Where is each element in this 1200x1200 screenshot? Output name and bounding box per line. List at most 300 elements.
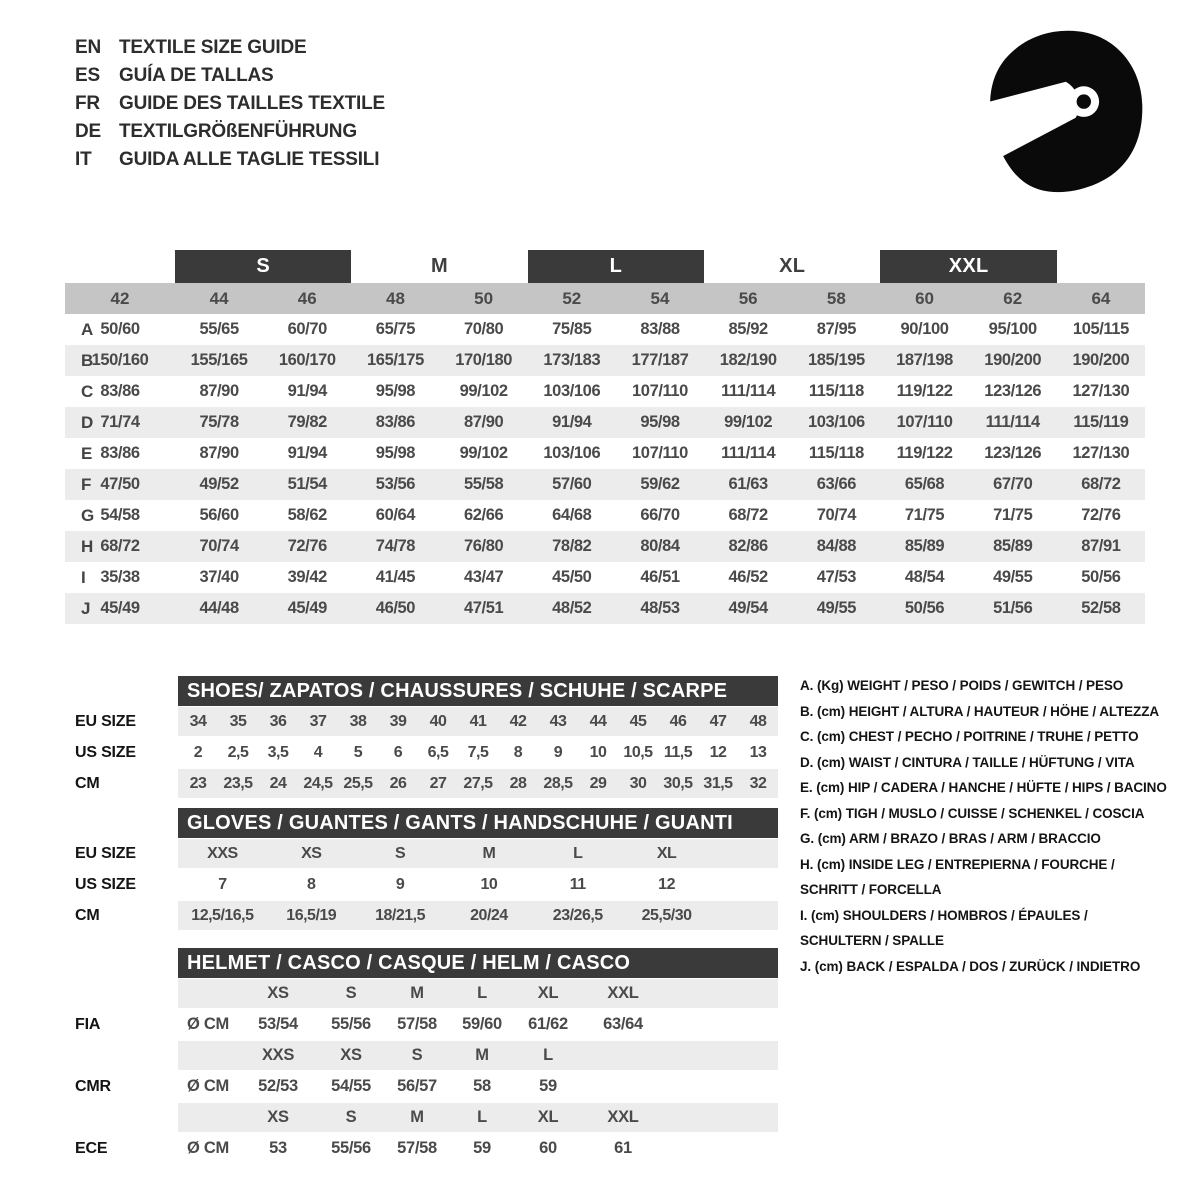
size-header: S: [345, 1108, 357, 1126]
table-cell: 27,5: [463, 774, 493, 792]
table-cell: 43: [549, 712, 567, 730]
table-cell: 56/60: [199, 506, 239, 524]
row-label: D: [81, 412, 94, 432]
table-cell: 91/94: [287, 444, 327, 462]
table-cell: 75/85: [552, 320, 592, 338]
table-cell: 75/78: [199, 413, 239, 431]
table-cell: 58: [473, 1077, 491, 1095]
table-cell: 61/63: [728, 475, 768, 493]
table-cell: 83/86: [100, 382, 140, 400]
table-cell: 39/42: [287, 568, 327, 586]
helmet-size-header-row: [65, 1102, 780, 1133]
row-label: FIA: [75, 1015, 101, 1033]
size-group-xxl: XXL: [880, 250, 1056, 283]
size-header: XS: [267, 1108, 289, 1126]
table-row: [65, 531, 1145, 562]
table-cell: 65/68: [904, 475, 945, 493]
table-cell: 47/50: [100, 475, 140, 493]
table-cell: 119/122: [896, 444, 953, 462]
row-cells: [178, 978, 664, 1009]
table-cell: 48/52: [552, 599, 592, 617]
table-cell: 55/56: [331, 1139, 371, 1157]
table-cell: 59/62: [640, 475, 680, 493]
table-cell: 50/56: [904, 599, 945, 617]
row-label: US SIZE: [75, 875, 136, 893]
table-cell: 6,5: [427, 743, 449, 761]
table-cell: 70/80: [463, 320, 504, 338]
table-cell: 48: [749, 712, 767, 730]
language-code: FR: [75, 93, 100, 114]
table-cell: 74/78: [375, 537, 416, 555]
table-cell: 85/92: [728, 320, 768, 338]
table-cell: 54/55: [331, 1077, 371, 1095]
table-cell: 48/54: [904, 568, 945, 586]
table-cell: 56/57: [397, 1077, 437, 1095]
language-title: TEXTILGRÖßENFÜHRUNG: [119, 121, 357, 142]
table-cell: 53/54: [258, 1015, 298, 1033]
table-cell: 115/118: [808, 382, 864, 400]
table-cell: 9: [395, 875, 405, 893]
table-cell: 18/21,5: [375, 906, 426, 924]
table-cell: 182/190: [719, 351, 777, 369]
table-row: [65, 469, 1145, 500]
table-cell: 60/70: [287, 320, 327, 338]
table-cell: 46/52: [728, 568, 768, 586]
language-list: [75, 34, 385, 174]
table-cell: 55/58: [463, 475, 504, 493]
table-cell: 103/106: [543, 444, 601, 462]
table-cell: 42: [509, 712, 527, 730]
size-group-s: S: [175, 250, 351, 283]
table-cell: 8: [513, 743, 523, 761]
row-label: I: [81, 567, 86, 587]
table-cell: 2: [193, 743, 203, 761]
legend-item: D. (cm) WAIST / CINTURA / TAILLE / HÜFTUNG / VITA: [800, 754, 1135, 770]
table-cell: XXS: [207, 844, 238, 862]
row-label: EU SIZE: [75, 844, 136, 862]
size-header: XL: [537, 1108, 559, 1126]
size-group-xl: XL: [779, 255, 806, 277]
table-row: [65, 900, 780, 931]
table-cell: XS: [301, 844, 322, 862]
table-cell: 111/114: [721, 444, 776, 462]
row-label: G: [81, 505, 95, 525]
table-cell: 99/102: [459, 444, 508, 462]
row-label: A: [81, 319, 94, 339]
table-cell: 47: [709, 712, 727, 730]
table-cell: 85/89: [993, 537, 1033, 555]
table-cell: 53: [269, 1139, 287, 1157]
row-cells: [178, 838, 711, 869]
table-cell: 107/110: [896, 413, 953, 431]
size-header: M: [475, 1046, 489, 1064]
table-cell: 23/26,5: [552, 906, 603, 924]
table-cell: 70/74: [816, 506, 856, 524]
table-cell: 27: [429, 774, 447, 792]
legend-item: G. (cm) ARM / BRAZO / BRAS / ARM / BRACCIO: [800, 831, 1101, 846]
table-cell: 91/94: [552, 413, 592, 431]
row-cells: [178, 1071, 664, 1102]
language-row: [75, 34, 385, 62]
shoes-table: [65, 676, 780, 799]
table-cell: 46/51: [640, 568, 680, 586]
table-cell: 66/70: [640, 506, 680, 524]
table-cell: 59: [539, 1077, 557, 1095]
table-cell: 30: [629, 774, 647, 792]
table-cell: 13: [749, 743, 767, 761]
table-cell: 29: [589, 774, 607, 792]
column-header: 56: [738, 288, 758, 308]
legend-item: I. (cm) SHOULDERS / HOMBROS / ÉPAULES / SCHULTERN / SPALLE: [800, 907, 1088, 948]
size-band-row: [65, 283, 1145, 314]
table-cell: 36: [269, 712, 287, 730]
table-cell: 49/55: [993, 568, 1033, 586]
table-cell: 45/49: [287, 599, 327, 617]
language-code: EN: [75, 37, 101, 58]
table-row: [65, 706, 780, 737]
row-label: E: [81, 443, 93, 463]
shoes-table-body: [65, 706, 780, 799]
table-cell: 63/64: [603, 1015, 643, 1033]
table-cell: 99/102: [724, 413, 773, 431]
table-cell: 11,5: [663, 743, 693, 761]
table-cell: 107/110: [632, 444, 688, 462]
table-cell: 190/200: [1072, 351, 1130, 369]
table-cell: 8: [307, 875, 316, 893]
table-cell: 34: [189, 712, 207, 730]
table-cell: 115/119: [1073, 413, 1129, 431]
size-header: XL: [537, 984, 559, 1002]
table-cell: 99/102: [459, 382, 508, 400]
table-cell: 103/106: [807, 413, 865, 431]
table-cell: 41: [469, 712, 487, 730]
table-cell: 160/170: [278, 351, 336, 369]
row-label: ECE: [75, 1139, 108, 1157]
table-cell: 28: [509, 774, 527, 792]
table-cell: 187/198: [896, 351, 953, 369]
legend-item: E. (cm) HIP / CADERA / HANCHE / HÜFTE / HIPS / BACINO: [800, 780, 1167, 795]
table-cell: 70/74: [199, 537, 239, 555]
table-cell: 47/53: [816, 568, 856, 586]
language-title: GUIDA ALLE TAGLIE TESSILI: [119, 149, 380, 170]
language-title: TEXTILE SIZE GUIDE: [119, 37, 307, 58]
table-row: [65, 376, 1145, 407]
table-cell: 40: [429, 712, 447, 730]
table-cell: 11: [569, 875, 586, 893]
gloves-table-title: GLOVES / GUANTES / GANTS / HANDSCHUHE / GUANTI: [178, 808, 778, 838]
column-header: 54: [650, 288, 670, 308]
helmet-size-header-row: [65, 1040, 780, 1071]
size-header: L: [543, 1046, 553, 1064]
table-cell: 45: [629, 712, 647, 730]
size-header: XXL: [607, 1108, 639, 1126]
table-cell: 55/56: [331, 1015, 371, 1033]
table-cell: 84/88: [816, 537, 856, 555]
column-header: 50: [474, 288, 494, 308]
table-cell: 6: [393, 743, 403, 761]
table-cell: 82/86: [728, 537, 768, 555]
table-cell: 63/66: [816, 475, 856, 493]
table-cell: 23: [189, 774, 207, 792]
table-cell: 127/130: [1072, 444, 1130, 462]
table-cell: 87/90: [199, 444, 239, 462]
table-cell: 119/122: [896, 382, 953, 400]
table-cell: 57/58: [397, 1015, 437, 1033]
table-cell: 170/180: [455, 351, 513, 369]
helmet-value-row: [65, 1071, 780, 1102]
table-cell: 20/24: [470, 906, 508, 924]
table-cell: 31,5: [703, 774, 733, 792]
table-cell: 39: [389, 712, 407, 730]
table-cell: 49/54: [728, 599, 768, 617]
table-cell: 45/50: [552, 568, 592, 586]
size-header: M: [410, 1108, 424, 1126]
table-cell: 95/98: [375, 382, 416, 400]
table-row: [65, 562, 1145, 593]
language-title: GUIDE DES TAILLES TEXTILE: [119, 93, 385, 114]
table-cell: 26: [389, 774, 407, 792]
table-cell: 24: [269, 774, 287, 792]
legend-item: A. (Kg) WEIGHT / PESO / POIDS / GEWITCH / PESO: [800, 678, 1124, 693]
table-cell: 32: [749, 774, 767, 792]
table-cell: 57/58: [397, 1139, 437, 1157]
table-cell: 12: [709, 743, 727, 761]
shoes-table-title: SHOES/ ZAPATOS / CHAUSSURES / SCHUHE / SCARPE: [178, 676, 778, 706]
table-cell: 61: [614, 1139, 632, 1157]
table-cell: 177/187: [631, 351, 689, 369]
table-cell: 46/50: [375, 599, 416, 617]
table-cell: 60/64: [375, 506, 416, 524]
table-cell: 50/60: [100, 320, 140, 338]
table-cell: 64/68: [552, 506, 592, 524]
table-cell: 123/126: [984, 444, 1042, 462]
table-row: [65, 768, 780, 799]
row-label: CMR: [75, 1077, 111, 1095]
measurement-legend: [800, 673, 1168, 979]
row-label: F: [81, 474, 92, 494]
table-cell: 3,5: [267, 743, 289, 761]
language-code: DE: [75, 121, 101, 142]
helmet-size-header-row: [65, 978, 780, 1009]
table-cell: 57/60: [552, 475, 592, 493]
table-cell: 71/75: [993, 506, 1033, 524]
size-group-row: [65, 250, 1145, 283]
column-header: 42: [110, 288, 130, 308]
table-cell: 50/56: [1081, 568, 1121, 586]
size-header: S: [411, 1046, 423, 1064]
table-cell: 41/45: [375, 568, 416, 586]
table-cell: 12: [658, 875, 675, 893]
table-cell: 190/200: [984, 351, 1042, 369]
size-header: M: [410, 984, 424, 1002]
table-cell: 51/56: [993, 599, 1033, 617]
table-cell: 68/72: [1081, 475, 1121, 493]
table-cell: 30,5: [663, 774, 693, 792]
group-spacer: [65, 250, 175, 283]
table-cell: 111/114: [985, 413, 1040, 431]
table-cell: 87/91: [1081, 537, 1121, 555]
helmet-value-row: [65, 1133, 780, 1164]
legend-item: F. (cm) TIGH / MUSLO / CUISSE / SCHENKEL / COSCIA: [800, 805, 1145, 821]
column-header: 60: [915, 288, 934, 308]
table-cell: 68/72: [100, 537, 140, 555]
size-group-l: L: [528, 250, 704, 283]
table-cell: 5: [353, 743, 363, 761]
table-cell: 52/58: [1081, 599, 1121, 617]
table-cell: 95/98: [640, 413, 680, 431]
table-cell: 37: [309, 712, 327, 730]
table-cell: L: [573, 844, 583, 862]
table-cell: 44/48: [199, 599, 239, 617]
table-cell: 87/90: [463, 413, 504, 431]
table-cell: 44: [589, 712, 607, 730]
table-row: [65, 314, 1145, 345]
size-header: XXL: [607, 984, 639, 1002]
table-cell: 79/82: [287, 413, 327, 431]
table-cell: 10: [480, 875, 498, 893]
table-cell: M: [482, 844, 496, 862]
table-cell: 127/130: [1072, 382, 1130, 400]
gloves-table: [65, 808, 780, 931]
table-cell: 83/86: [100, 444, 140, 462]
legend-item: H. (cm) INSIDE LEG / ENTREPIERNA / FOURCHE / SCHRITT / FORCELLA: [800, 856, 1115, 897]
table-cell: 10: [589, 743, 607, 761]
table-cell: 54/58: [100, 506, 140, 524]
table-cell: 115/118: [808, 444, 864, 462]
size-table-body: [65, 314, 1145, 624]
table-cell: 47/51: [463, 599, 504, 617]
row-cells: [178, 1040, 664, 1071]
main-size-table: [65, 250, 1145, 624]
table-cell: 51/54: [287, 475, 327, 493]
table-cell: 155/165: [190, 351, 248, 369]
table-cell: 78/82: [552, 537, 592, 555]
table-cell: 173/183: [543, 351, 601, 369]
table-cell: 95/98: [375, 444, 416, 462]
table-cell: 9: [553, 743, 563, 761]
table-cell: 80/84: [640, 537, 680, 555]
row-label: C: [81, 381, 94, 401]
table-cell: 87/90: [199, 382, 239, 400]
size-header: XXS: [261, 1046, 295, 1064]
language-row: [75, 146, 385, 174]
size-group-m: M: [431, 255, 449, 277]
table-cell: 43/47: [463, 568, 504, 586]
column-header: 62: [1003, 288, 1023, 308]
table-cell: 95/100: [988, 320, 1037, 338]
table-cell: 25,5: [343, 774, 373, 792]
table-cell: 35/38: [100, 568, 140, 586]
size-header: L: [477, 1108, 487, 1126]
table-cell: 49/52: [199, 475, 239, 493]
legend-item: C. (cm) CHEST / PECHO / POITRINE / TRUHE / PETTO: [800, 729, 1139, 744]
table-cell: 71/75: [904, 506, 945, 524]
size-header: L: [477, 984, 487, 1002]
table-cell: 103/106: [543, 382, 601, 400]
table-cell: 25,5/30: [641, 906, 692, 924]
column-header: 46: [297, 288, 317, 308]
table-row: [65, 500, 1145, 531]
table-cell: 55/65: [199, 320, 239, 338]
table-cell: 58/62: [287, 506, 327, 524]
column-header: 58: [826, 288, 846, 308]
gloves-table-body: [65, 838, 780, 931]
unit-label: Ø CM: [187, 1077, 229, 1095]
column-header: 64: [1091, 288, 1111, 308]
row-cells: [178, 1102, 664, 1133]
table-cell: 2,5: [227, 743, 249, 761]
table-cell: 91/94: [287, 382, 327, 400]
table-cell: 67/70: [993, 475, 1033, 493]
row-label: US SIZE: [75, 743, 136, 761]
table-cell: 38: [349, 712, 367, 730]
table-row: [65, 593, 1145, 624]
table-cell: 68/72: [728, 506, 768, 524]
row-cells: [178, 706, 778, 737]
table-row: [65, 345, 1145, 376]
table-cell: 65/75: [375, 320, 416, 338]
table-cell: 53/56: [375, 475, 416, 493]
table-row: [65, 438, 1145, 469]
table-cell: 111/114: [721, 382, 776, 400]
table-cell: 52/53: [258, 1077, 298, 1095]
table-cell: 49/55: [816, 599, 856, 617]
unit-label: Ø CM: [187, 1015, 229, 1033]
table-cell: 7: [218, 875, 227, 893]
table-cell: 83/88: [640, 320, 680, 338]
table-cell: 60: [539, 1139, 557, 1157]
helmet-table-title: HELMET / CASCO / CASQUE / HELM / CASCO: [178, 948, 778, 978]
table-cell: 37/40: [199, 568, 239, 586]
table-cell: 72/76: [1081, 506, 1121, 524]
table-cell: 48/53: [640, 599, 680, 617]
legend-item: B. (cm) HEIGHT / ALTURA / HAUTEUR / HÖHE / ALTEZZA: [800, 703, 1159, 719]
table-cell: 35: [229, 712, 247, 730]
table-cell: 85/89: [904, 537, 945, 555]
table-cell: 105/115: [1072, 320, 1129, 338]
table-cell: 165/175: [367, 351, 424, 369]
table-cell: 71/74: [100, 413, 140, 431]
table-cell: 59/60: [462, 1015, 502, 1033]
table-cell: 185/195: [807, 351, 865, 369]
language-title: GUÍA DE TALLAS: [119, 65, 274, 86]
table-row: [65, 407, 1145, 438]
language-code: IT: [75, 149, 92, 170]
table-cell: 59: [473, 1139, 491, 1157]
table-cell: 61/62: [528, 1015, 568, 1033]
row-cells: [178, 768, 778, 799]
row-label: B: [81, 350, 94, 370]
table-cell: 123/126: [984, 382, 1042, 400]
helmet-value-row: [65, 1009, 780, 1040]
row-label: CM: [75, 906, 100, 924]
size-header: S: [345, 984, 357, 1002]
table-cell: 45/49: [100, 599, 140, 617]
language-row: [75, 90, 385, 118]
table-row: [65, 838, 780, 869]
table-cell: 23,5: [223, 774, 253, 792]
table-row: [65, 869, 780, 900]
table-cell: 24,5: [303, 774, 333, 792]
row-cells: [178, 737, 778, 768]
table-cell: 7,5: [467, 743, 489, 761]
table-cell: 16,5/19: [286, 906, 337, 924]
table-cell: 107/110: [632, 382, 688, 400]
column-header: 52: [562, 288, 582, 308]
table-cell: 90/100: [900, 320, 949, 338]
row-label: EU SIZE: [75, 712, 136, 730]
row-cells: [178, 1009, 664, 1040]
